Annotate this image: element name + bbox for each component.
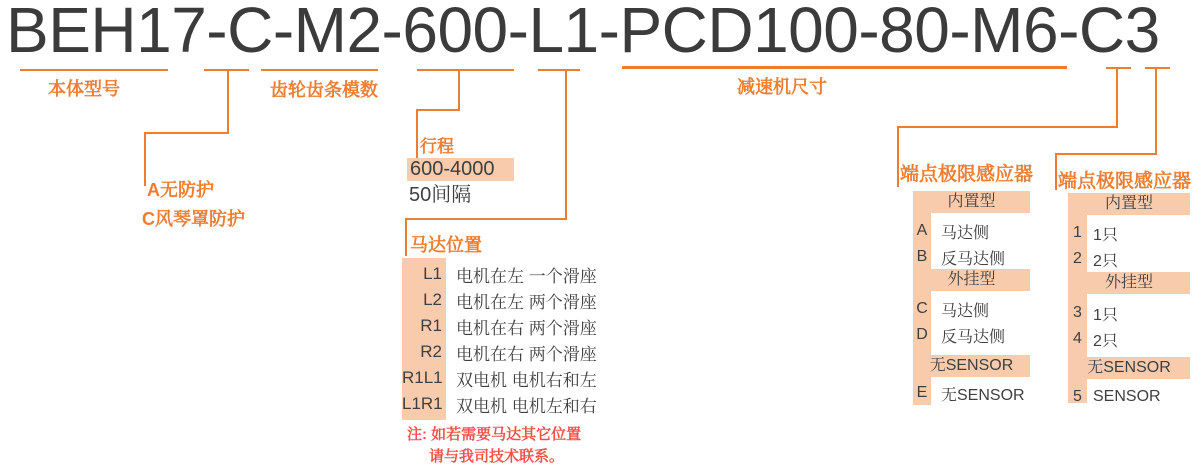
connector-protection-v1 xyxy=(227,69,229,134)
sensor-code: 4 xyxy=(1073,330,1082,347)
sensor-desc: 反马达侧 xyxy=(941,250,1006,268)
protection-option-c-label: C风琴罩防护 xyxy=(142,209,245,229)
connector-sensor-count-v2 xyxy=(1055,153,1057,190)
connector-protection-v2 xyxy=(144,132,146,186)
motor-code: L1R1 xyxy=(402,394,443,413)
connector-stroke-v2 xyxy=(416,109,418,158)
sensor-desc: 1只 xyxy=(1093,226,1118,244)
motor-code: R2 xyxy=(420,342,442,361)
connector-stroke-h xyxy=(416,109,460,111)
motor-position-title: 马达位置 xyxy=(410,235,482,255)
connector-body-model xyxy=(20,69,168,71)
sensor-desc: 2只 xyxy=(1093,252,1118,270)
connector-sensor-count-h xyxy=(1055,153,1157,155)
sensor-code: 5 xyxy=(1073,388,1082,405)
motor-note-line2: 请与我司技术联系。 xyxy=(429,448,565,465)
gear-module-label: 齿轮齿条模数 xyxy=(270,80,378,100)
sensor-count-header-builtin: 内置型 xyxy=(1068,193,1190,215)
sensor-count-row-3 xyxy=(1068,301,1118,325)
sensor-desc: 反马达侧 xyxy=(941,328,1006,346)
sensor-desc: 无SENSOR xyxy=(941,386,1025,404)
motor-code: R1L1 xyxy=(402,368,443,387)
sensor-code: A xyxy=(916,222,928,239)
sensor-desc: 马达侧 xyxy=(941,302,990,320)
motor-desc: 电机在左 两个滑座 xyxy=(456,292,597,312)
connector-gear-module xyxy=(261,69,378,71)
motor-desc: 电机在右 两个滑座 xyxy=(456,318,597,338)
connector-motor-cap xyxy=(538,69,580,71)
sensor-count-row-1 xyxy=(1068,221,1118,245)
protection-option-a-label: A无防护 xyxy=(147,180,214,200)
connector-sensor-type-v1 xyxy=(1116,67,1118,128)
motor-row-l2 xyxy=(402,287,597,313)
motor-code: L2 xyxy=(423,290,442,309)
sensor-desc: 2只 xyxy=(1093,332,1118,350)
sensor-count-header-none: 无SENSOR xyxy=(1068,357,1190,379)
sensor-code: B xyxy=(916,248,928,265)
connector-sensor-count-cap xyxy=(1145,67,1170,69)
connector-sensor-type-cap xyxy=(1106,67,1131,69)
sensor-count-row-4 xyxy=(1068,327,1118,351)
sensor-count-header-external: 外挂型 xyxy=(1068,272,1190,294)
sensor-type-row-b xyxy=(913,245,1005,269)
motor-row-l1 xyxy=(402,261,597,287)
motor-row-r2 xyxy=(402,339,597,365)
motor-desc: 电机在右 两个滑座 xyxy=(456,344,597,364)
connector-motor-v1 xyxy=(565,69,567,220)
motor-row-r1 xyxy=(402,313,597,339)
sensor-type-row-e xyxy=(913,381,1025,405)
sensor-type-row-d xyxy=(913,323,1005,347)
sensor-code: D xyxy=(916,326,928,343)
sensor-code: C xyxy=(916,300,928,317)
stroke-interval: 50间隔 xyxy=(409,184,472,206)
body-model-label: 本体型号 xyxy=(48,79,120,99)
stroke-title: 行程 xyxy=(420,137,454,156)
reducer-size-label: 减速机尺寸 xyxy=(737,77,827,97)
motor-code: L1 xyxy=(423,264,442,283)
sensor-type-header-none: 无SENSOR xyxy=(913,355,1030,377)
connector-sensor-type-h xyxy=(897,126,1118,128)
sensor-code: E xyxy=(916,384,928,401)
motor-row-l1r1 xyxy=(402,391,597,417)
underline-reducer-size xyxy=(622,66,1067,69)
motor-desc: 电机在左 一个滑座 xyxy=(456,266,597,286)
sensor-count-title: 端点极限感应器 xyxy=(1058,171,1192,192)
sensor-type-row-c xyxy=(913,297,989,321)
motor-desc: 双电机 电机左和右 xyxy=(456,396,597,416)
sensor-type-title: 端点极限感应器 xyxy=(900,164,1034,185)
motor-code: R1 xyxy=(420,316,442,335)
motor-note-line1: 注: 如若需要马达其它位置 xyxy=(407,426,582,443)
sensor-code: 2 xyxy=(1073,250,1082,267)
sensor-type-header-external: 外挂型 xyxy=(913,269,1030,291)
connector-motor-v2 xyxy=(405,218,407,256)
motor-desc: 双电机 电机右和左 xyxy=(456,370,597,390)
sensor-count-row-5 xyxy=(1068,385,1161,409)
sensor-code: 3 xyxy=(1073,304,1082,321)
sensor-count-row-2 xyxy=(1068,247,1118,271)
sensor-type-row-a xyxy=(913,219,989,243)
connector-motor-h xyxy=(405,218,567,220)
connector-protection-h xyxy=(144,132,229,134)
connector-stroke-v1 xyxy=(458,69,460,111)
connector-stroke-cap xyxy=(417,69,514,71)
motor-row-r1l1 xyxy=(402,365,597,391)
sensor-code: 1 xyxy=(1073,224,1082,241)
stroke-range-chip: 600-4000 xyxy=(407,158,514,181)
connector-sensor-count-v1 xyxy=(1155,67,1157,155)
connector-sensor-type-v2 xyxy=(897,126,899,187)
sensor-desc: 1只 xyxy=(1093,306,1118,324)
model-code-title: BEH17-C-M2-600-L1-PCD100-80-M6-C3 xyxy=(6,0,1160,66)
sensor-desc: SENSOR xyxy=(1093,388,1161,405)
sensor-type-header-builtin: 内置型 xyxy=(913,191,1030,213)
sensor-desc: 马达侧 xyxy=(941,224,990,242)
